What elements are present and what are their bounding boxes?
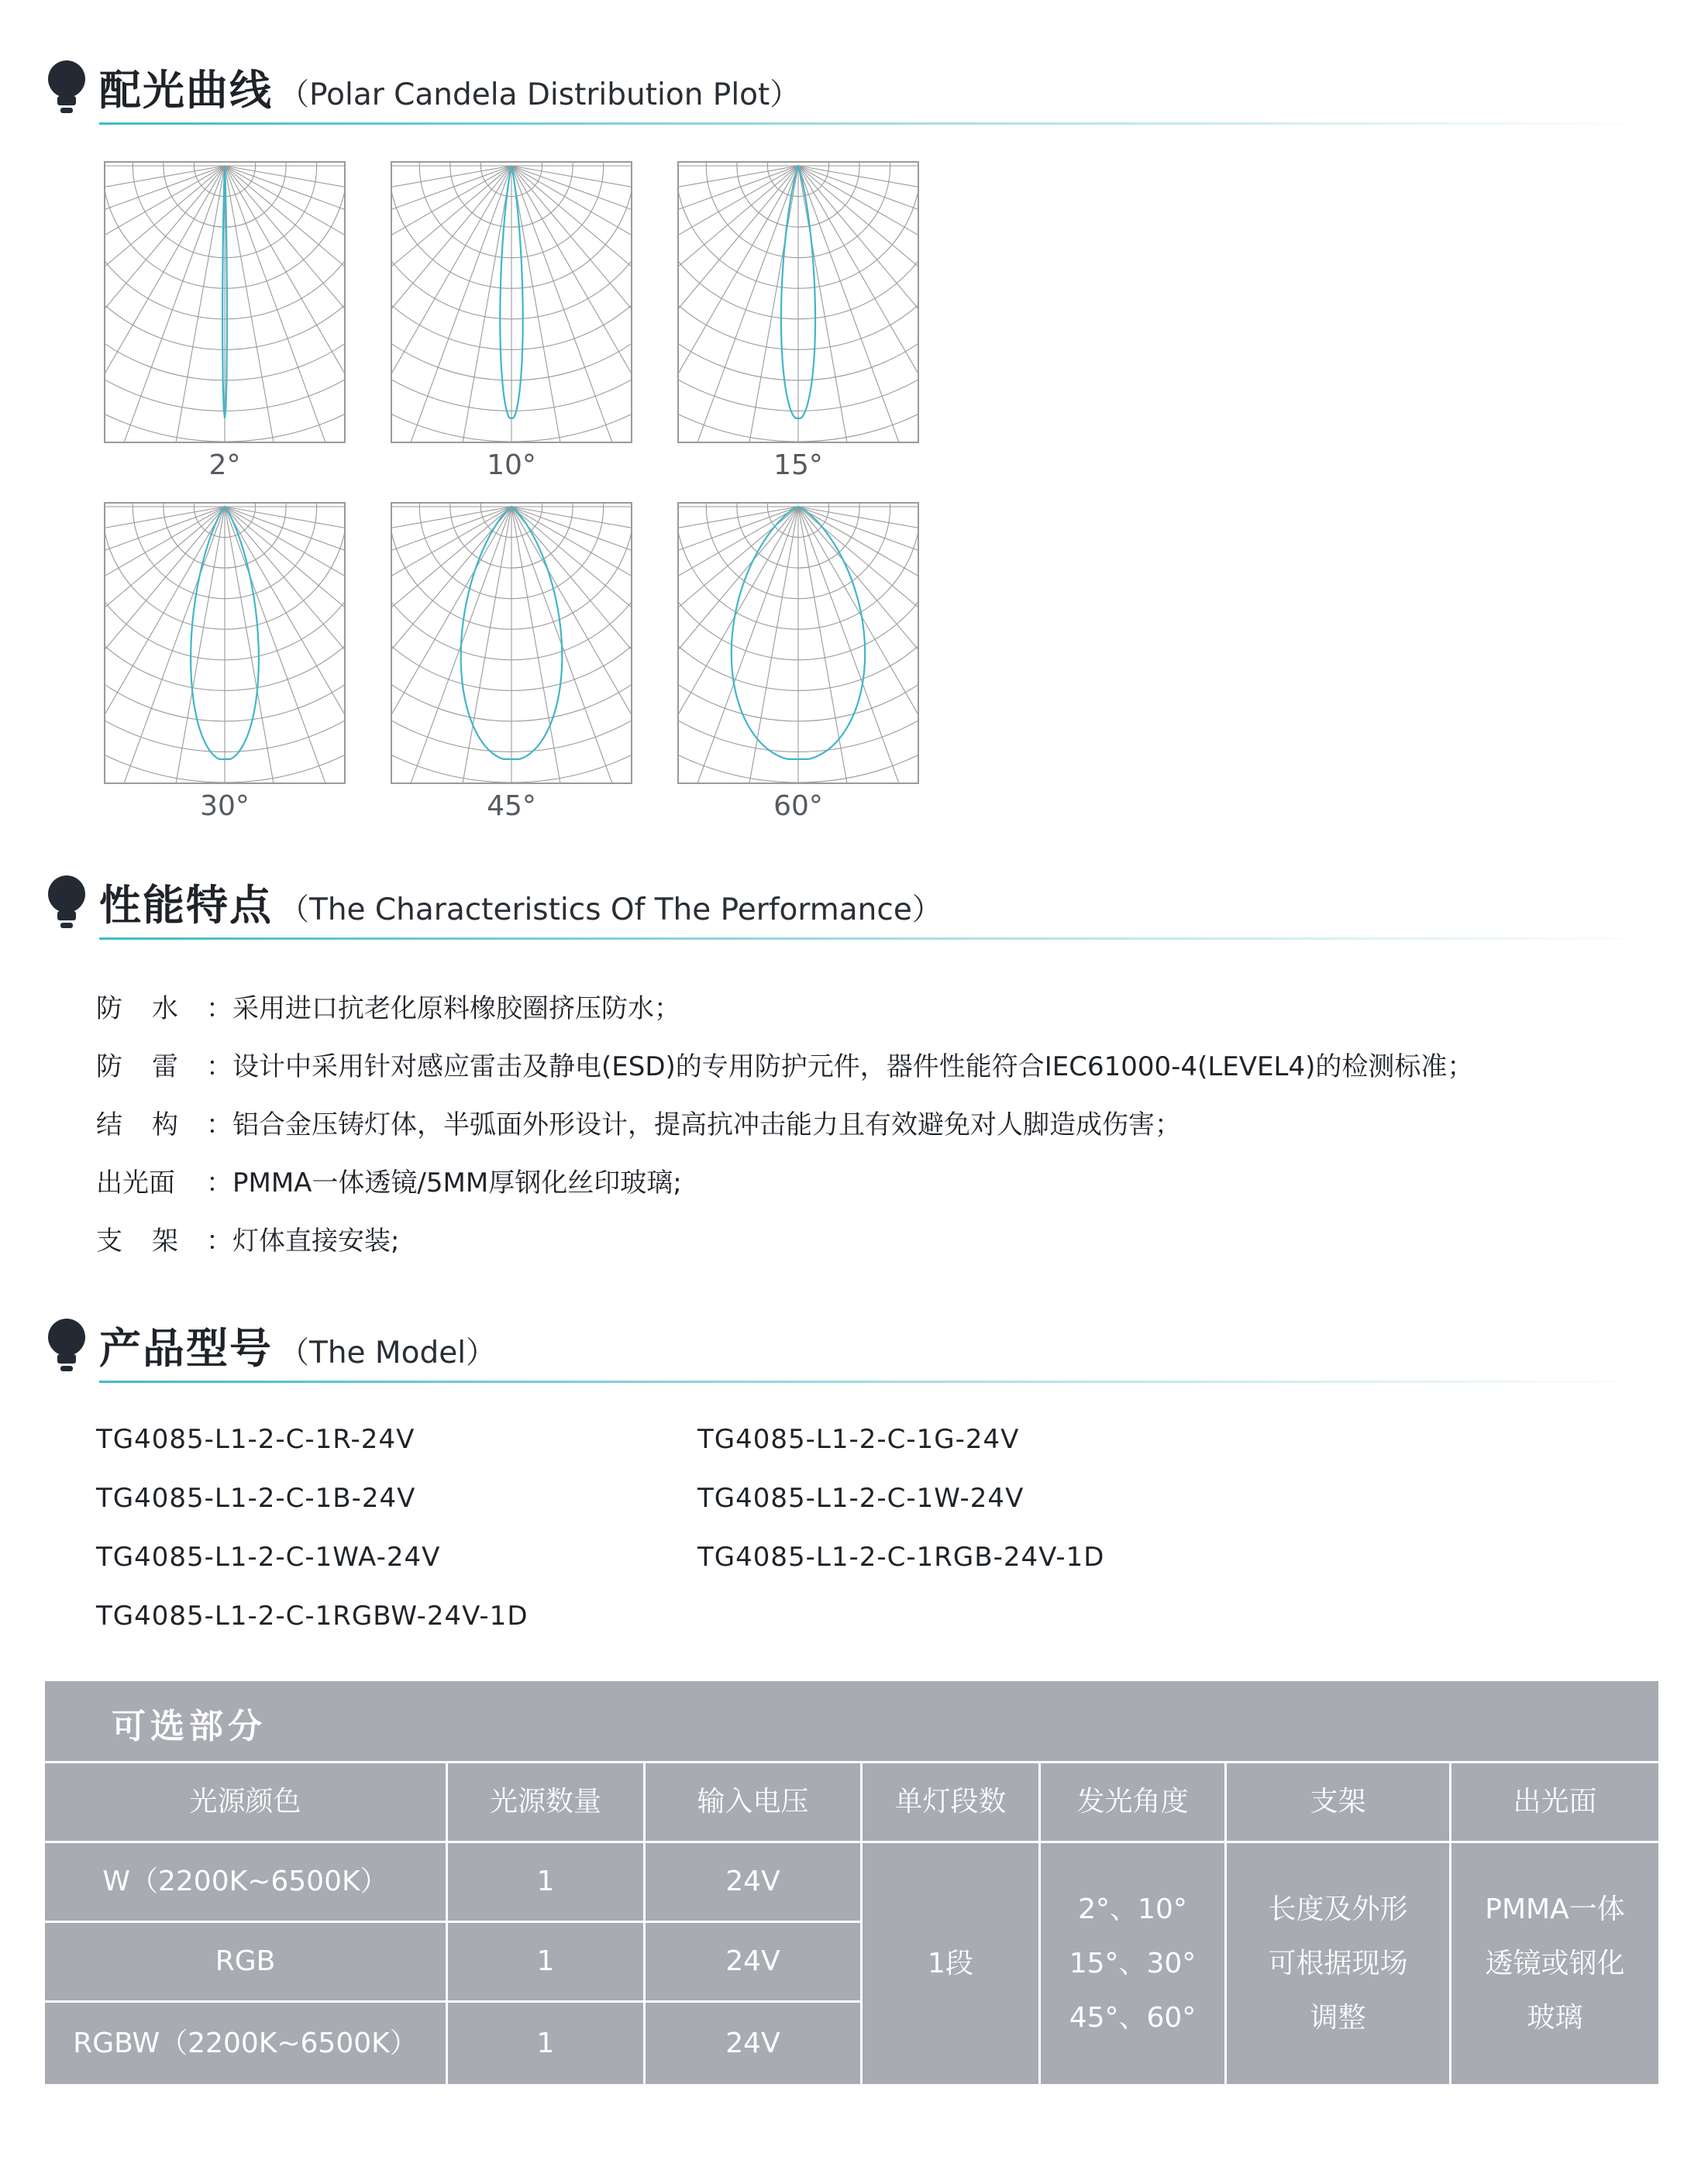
feature-bracket — [96, 1219, 399, 1257]
polar-spoke — [511, 166, 632, 325]
bulb-icon — [45, 1314, 91, 1376]
polar-plot — [391, 502, 632, 827]
polar-spoke — [104, 166, 225, 443]
model-title-en: （The Model） — [279, 1336, 497, 1371]
model-section-header — [45, 1295, 1657, 1388]
polar-spoke — [798, 507, 919, 784]
polar-plot-svg — [677, 161, 919, 443]
features-title-cn: 性能特点 — [99, 881, 273, 930]
polar-spoke — [104, 166, 225, 443]
polar-spoke — [225, 166, 346, 443]
table-cell-bracket — [1227, 1843, 1449, 2084]
polar-spoke — [391, 507, 511, 784]
table-cell-qty: 1 — [536, 2027, 555, 2059]
feature-text: 设计中采用针对感应雷击及静电(ESD)的专用防护元件，器件性能符合IEC61000-4(LEVEL4)的检测标准； — [232, 1051, 1474, 1082]
polar-plot — [391, 161, 632, 487]
polar-spoke — [391, 507, 511, 784]
options-title: 可选部分 — [112, 1707, 267, 1746]
polar-spoke — [677, 166, 798, 443]
feature-emitting-surface — [96, 1161, 682, 1199]
model-item: TG4085-L1-2-C-1G-24V — [697, 1424, 1020, 1455]
model-title-cn: 产品型号 — [99, 1324, 273, 1373]
polar-spoke — [104, 166, 225, 443]
polar-plot-svg — [104, 502, 346, 784]
polar-spoke — [677, 507, 798, 784]
model-item: TG4085-L1-2-C-1B-24V — [96, 1483, 416, 1514]
table-header: 输入电压 — [697, 1786, 809, 1818]
polar-spoke — [677, 166, 798, 325]
table-header: 光源数量 — [489, 1786, 601, 1818]
polar-spoke — [798, 166, 919, 398]
polar-grid-lines — [677, 161, 919, 443]
table-cell-angles — [1041, 1843, 1224, 2084]
table-cell-voltage: 24V — [725, 1866, 780, 1897]
polar-plot-svg — [391, 502, 632, 784]
polar-spoke — [798, 507, 919, 784]
polar-plot — [104, 502, 346, 827]
polar-spoke — [677, 507, 798, 666]
feature-key: 支架 — [96, 1226, 208, 1257]
feature-text: 灯体直接安装; — [232, 1226, 400, 1257]
model-item: TG4085-L1-2-C-1WA-24V — [96, 1542, 441, 1573]
polar-section-title — [99, 57, 800, 117]
polar-spoke — [511, 507, 632, 784]
polar-spoke — [677, 166, 798, 443]
polar-spoke — [677, 166, 798, 398]
polar-spoke — [677, 166, 798, 443]
polar-spoke — [225, 507, 346, 666]
table-header: 发光角度 — [1076, 1786, 1189, 1818]
emitting-line: PMMA一体 — [1485, 1893, 1625, 1925]
polar-plot — [677, 502, 919, 827]
table-cell-qty: 1 — [536, 1866, 555, 1897]
polar-plot — [104, 161, 346, 487]
polar-spoke — [391, 166, 511, 443]
polar-spoke — [391, 507, 511, 784]
polar-spoke — [677, 507, 798, 784]
feature-key: 出光面 — [96, 1168, 175, 1199]
angle-line: 45°、60° — [1069, 2001, 1197, 2034]
features-title-en: （The Characteristics Of The Performance） — [279, 893, 942, 927]
feature-sep: ： — [206, 1168, 232, 1199]
polar-spoke — [511, 166, 632, 443]
table-cell-segments: 1段 — [928, 1947, 973, 1979]
model-item: TG4085-L1-2-C-1R-24V — [96, 1424, 415, 1455]
polar-spoke — [104, 507, 225, 739]
features-section — [45, 852, 1657, 945]
polar-spoke — [511, 166, 632, 443]
angle-line: 15°、30° — [1069, 1947, 1197, 1979]
polar-spoke — [798, 507, 919, 784]
polar-plot — [677, 161, 919, 487]
bracket-line: 长度及外形 — [1268, 1893, 1408, 1925]
polar-spoke — [798, 166, 919, 325]
polar-grid-lines — [391, 161, 632, 443]
polar-spoke — [511, 166, 632, 443]
options-table — [45, 1681, 1658, 2084]
polar-spoke — [225, 166, 346, 398]
polar-section-header — [45, 37, 1657, 130]
polar-spoke — [798, 166, 919, 443]
polar-plot-svg — [104, 161, 346, 443]
model-item: TG4085-L1-2-C-1RGB-24V-1D — [697, 1542, 1105, 1573]
polar-spoke — [391, 166, 511, 325]
bracket-line: 可根据现场 — [1268, 1947, 1408, 1979]
model-section-rule — [99, 1381, 1657, 1383]
polar-plot-label: 2° — [208, 449, 241, 481]
polar-spoke — [104, 166, 225, 443]
polar-spoke — [798, 166, 919, 443]
polar-spoke — [677, 507, 798, 784]
bulb-icon — [45, 56, 91, 118]
polar-title-en: （Polar Candela Distribution Plot） — [279, 77, 801, 112]
polar-spoke — [677, 166, 798, 443]
polar-spoke — [511, 507, 632, 739]
polar-spoke — [104, 507, 225, 666]
feature-text: 铝合金压铸灯体，半弧面外形设计，提高抗冲击能力且有效避免对人脚造成伤害； — [232, 1109, 1181, 1140]
table-header: 出光面 — [1513, 1786, 1597, 1818]
polar-spoke — [225, 166, 346, 443]
polar-spoke — [798, 166, 919, 443]
table-cell-color: RGBW（2200K~6500K） — [73, 2027, 418, 2059]
feature-key: 结构 — [96, 1109, 208, 1140]
angle-line: 2°、10° — [1078, 1893, 1187, 1925]
polar-spoke — [511, 507, 632, 784]
polar-spoke — [104, 166, 225, 325]
bulb-icon — [45, 871, 91, 933]
polar-spoke — [677, 507, 798, 784]
feature-lightning — [96, 1045, 1473, 1083]
features-section-title — [99, 872, 942, 932]
table-header: 光源颜色 — [189, 1786, 301, 1818]
polar-spoke — [511, 166, 632, 398]
polar-spoke — [225, 166, 346, 325]
table-cell-color: W（2200K~6500K） — [102, 1866, 388, 1897]
polar-grid-lines — [104, 161, 346, 443]
feature-waterproof — [96, 987, 680, 1025]
polar-plot-label: 45° — [487, 790, 536, 822]
table-cell-color: RGB — [215, 1945, 276, 1977]
polar-spoke — [225, 166, 346, 443]
polar-plot-label: 10° — [487, 449, 536, 481]
polar-grid-lines — [677, 502, 919, 784]
emitting-line: 透镜或钢化 — [1485, 1947, 1625, 1979]
polar-spoke — [391, 507, 511, 739]
polar-spoke — [391, 166, 511, 398]
polar-spoke — [225, 507, 346, 739]
feature-sep: ： — [206, 1051, 232, 1082]
polar-spoke — [798, 507, 919, 739]
polar-plot-grid — [104, 161, 925, 821]
polar-section-rule — [99, 122, 1657, 125]
model-section-title — [99, 1316, 496, 1375]
polar-spoke — [511, 166, 632, 443]
polar-spoke — [511, 507, 632, 784]
polar-plot-label: 15° — [773, 449, 823, 481]
polar-plot-label: 60° — [773, 790, 823, 822]
features-section-rule — [99, 937, 1657, 940]
polar-plot-svg — [677, 502, 919, 784]
feature-structure — [96, 1103, 1181, 1141]
model-item: TG4085-L1-2-C-1W-24V — [697, 1483, 1024, 1514]
polar-grid-lines — [104, 502, 346, 784]
feature-sep: ： — [206, 993, 232, 1024]
feature-text: 采用进口抗老化原料橡胶圈挤压防水； — [232, 993, 680, 1024]
model-section — [45, 1295, 1657, 1388]
polar-spoke — [391, 166, 511, 443]
emitting-line: 玻璃 — [1527, 2001, 1583, 2034]
polar-plot-label: 30° — [200, 790, 250, 822]
features-section-header — [45, 852, 1657, 945]
table-cell-voltage: 24V — [725, 1945, 780, 1977]
polar-title-cn: 配光曲线 — [99, 66, 273, 115]
polar-spoke — [511, 507, 632, 784]
table-cell-qty: 1 — [536, 1945, 555, 1977]
table-header: 单灯段数 — [894, 1786, 1007, 1818]
polar-plot-svg — [391, 161, 632, 443]
feature-sep: ： — [206, 1109, 232, 1140]
feature-key: 防雷 — [96, 1051, 208, 1082]
polar-section — [45, 37, 1657, 130]
feature-text: PMMA一体透镜/5MM厚钢化丝印玻璃; — [232, 1168, 682, 1199]
polar-spoke — [391, 507, 511, 784]
feature-sep: ： — [206, 1226, 232, 1257]
bracket-line: 调整 — [1310, 2001, 1366, 2034]
table-cell-voltage: 24V — [725, 2027, 780, 2059]
polar-spoke — [798, 507, 919, 784]
model-item: TG4085-L1-2-C-1RGBW-24V-1D — [96, 1601, 529, 1632]
feature-key: 防水 — [96, 993, 208, 1024]
polar-spoke — [391, 166, 511, 443]
table-header: 支架 — [1310, 1786, 1366, 1818]
polar-spoke — [225, 166, 346, 443]
polar-spoke — [798, 166, 919, 443]
table-cell-emitting — [1451, 1843, 1658, 2084]
polar-grid-lines — [391, 502, 632, 784]
polar-spoke — [104, 166, 225, 398]
polar-spoke — [798, 507, 919, 666]
polar-spoke — [391, 166, 511, 443]
polar-spoke — [677, 507, 798, 739]
